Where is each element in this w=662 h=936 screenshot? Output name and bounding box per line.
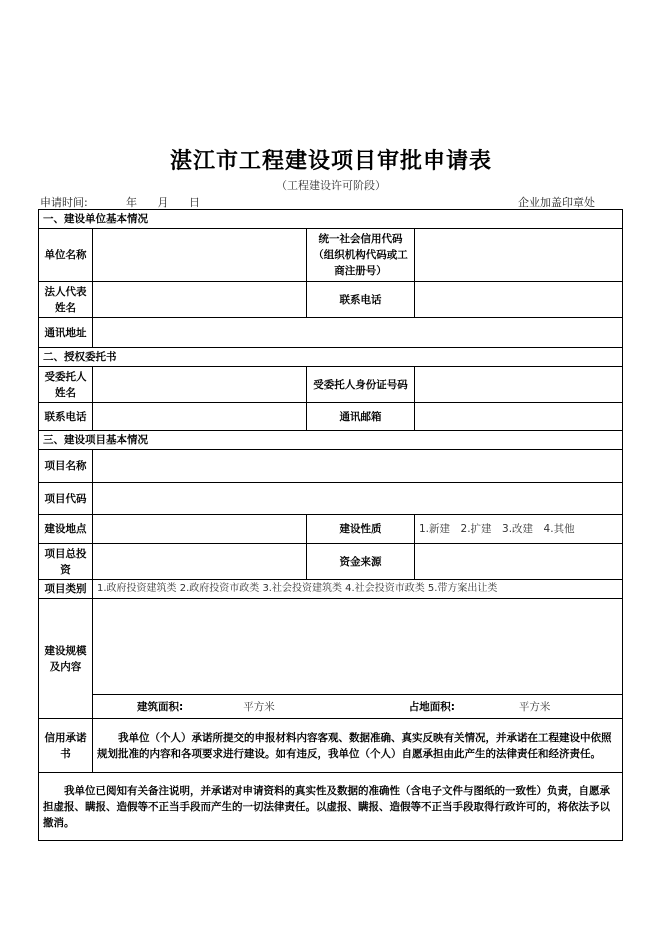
apply-time-label: 申请时间:: [40, 196, 88, 209]
agent-id-input[interactable]: [415, 367, 623, 403]
credit-code-label: 统一社会信用代码（组织机构代码或工商注册号）: [307, 229, 415, 282]
declaration-text: 我单位已阅知有关备注说明，并承诺对申请资料的真实性及数据的准确性（含电子文件与图纸的一致性）负责，自愿承担虚报、瞒报、造假等不正当手段而产生的一切法律责任。以虚报、瞒报、造假等不正当手段取得行政许可的，将依法予以撤消。: [39, 773, 623, 841]
nature-options[interactable]: 1.新建 2.扩建 3.改建 4.其他: [415, 515, 623, 544]
section-3-title: 三、建设项目基本情况: [39, 431, 623, 450]
form-title: 湛江市工程建设项目审批申请表: [169, 149, 492, 174]
commitment-label: 信用承诺书: [39, 719, 93, 773]
seal-note: 企业加盖印章处: [518, 196, 595, 209]
agent-phone-label: 联系电话: [39, 403, 93, 431]
date-month-label: 月: [157, 196, 169, 209]
unit-phone-label: 联系电话: [307, 282, 415, 318]
commitment-text: 我单位（个人）承诺所提交的申报材料内容客观、数据准确、真实反映有关情况，并承诺在工程建设中依照规划批准的内容和各项要求进行建设。如有违反，我单位（个人）自愿承担由此产生的法律责任和经济责任。: [93, 719, 623, 773]
unit-phone-input[interactable]: [415, 282, 623, 318]
agent-name-input[interactable]: [93, 367, 307, 403]
nature-label: 建设性质: [307, 515, 415, 544]
agent-id-label: 受委托人身份证号码: [307, 367, 415, 403]
category-label: 项目类别: [39, 580, 93, 599]
fund-source-label: 资金来源: [307, 544, 415, 580]
location-label: 建设地点: [39, 515, 93, 544]
address-label: 通讯地址: [39, 318, 93, 348]
project-name-input[interactable]: [93, 450, 623, 483]
area-row: [93, 695, 623, 719]
investment-label: 项目总投资: [39, 544, 93, 580]
project-code-label: 项目代码: [39, 483, 93, 515]
address-input[interactable]: [93, 318, 623, 348]
agent-name-label: 受委托人姓名: [39, 367, 93, 403]
investment-input[interactable]: [93, 544, 307, 580]
date-year-label: 年: [126, 196, 137, 209]
unit-name-label: 单位名称: [39, 229, 93, 282]
legal-rep-label: 法人代表姓名: [39, 282, 93, 318]
location-input[interactable]: [93, 515, 307, 544]
land-area-label: 占地面积:: [408, 700, 455, 713]
scale-label: 建设规模及内容: [39, 599, 93, 719]
application-form-table: [38, 209, 623, 841]
agent-phone-input[interactable]: [93, 403, 307, 431]
building-area-unit: 平方米: [243, 700, 275, 713]
section-1-title: 一、建设单位基本情况: [39, 210, 623, 229]
project-code-input[interactable]: [93, 483, 623, 515]
agent-email-input[interactable]: [415, 403, 623, 431]
project-name-label: 项目名称: [39, 450, 93, 483]
scale-input[interactable]: [93, 599, 623, 695]
section-2-title: 二、授权委托书: [39, 348, 623, 367]
date-day-label: 日: [189, 196, 200, 209]
credit-code-input[interactable]: [415, 229, 623, 282]
building-area-label: 建筑面积:: [137, 700, 184, 713]
agent-email-label: 通讯邮箱: [307, 403, 415, 431]
land-area-unit: 平方米: [518, 700, 551, 713]
fund-source-input[interactable]: [415, 544, 623, 580]
category-options[interactable]: 1.政府投资建筑类 2.政府投资市政类 3.社会投资建筑类 4.社会投资市政类 5.带方案出让类: [93, 580, 623, 599]
form-subtitle: （工程建设许可阶段）: [276, 179, 386, 192]
legal-rep-input[interactable]: [93, 282, 307, 318]
unit-name-input[interactable]: [93, 229, 307, 282]
apply-date: [126, 194, 217, 210]
